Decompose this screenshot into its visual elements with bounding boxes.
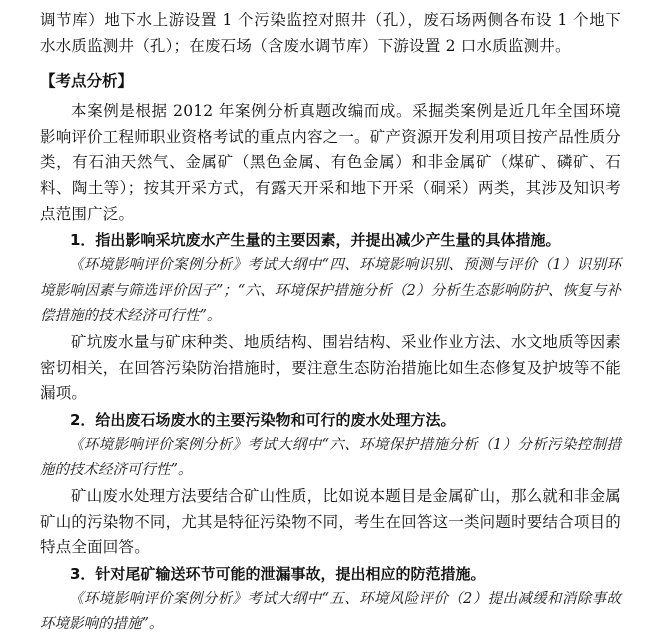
analysis-section-title: 【考点分析】: [40, 72, 134, 91]
point-2-heading: 2．给出废石场废水的主要污染物和可行的废水处理方法。: [70, 410, 456, 429]
point-3-heading: 3．针对尾矿输送环节可能的泄漏事故，提出相应的防范措施。: [70, 564, 486, 583]
point-2-syllabus-quote: 《环境影响评价案例分析》考试大纲中“六、环境保护措施分析（1）分析污染控制措施的技术经济可行性”。: [40, 436, 621, 479]
point-3-syllabus-quote: 《环境影响评价案例分析》考试大纲中“五、环境风险评价（2）提出减缓和消除事故环境影响的措施”。: [40, 590, 621, 633]
intro-paragraph: 调节库）地下水上游设置 1 个污染监控对照井（孔），废石场两侧各布设 1 个地下水水质监测井（孔）；在废石场（含废水调节库）下游设置 2 口水质监测井。: [40, 11, 621, 55]
point-1-syllabus-quote: 《环境影响评价案例分析》考试大纲中“四、环境影响识别、预测与评价（1）识别环境影响因素与筛选评价因子”；“六、环境保护措施分析（2）分析生态影响防护、恢复与补偿措施的技术经济可行性”。: [40, 257, 621, 325]
point-2-answer: 矿山废水处理方法要结合矿山性质，比如说本题目是金属矿山，那么就和非金属矿山的污染物不同，尤其是特征污染物不同，考生在回答这一类问题时要结合项目的特点全面回答。: [40, 486, 621, 557]
analysis-paragraph: 本案例是根据 2012 年案例分析真题改编而成。采掘类案例是近几年全国环境影响评价工程师职业资格考试的重点内容之一。矿产资源开发利用项目按产品性质分类，有石油天然气、金属矿（黑色金属、有色金属）和非金属矿（煤矿、磷矿、石料、陶土等）；按其开采方式，有露天开采和地下开采（硐采）两类，其涉及知识考点范围广泛。: [40, 102, 621, 223]
point-1-heading: 1．指出影响采坑废水产生量的主要因素，并提出减少产生量的具体措施。: [70, 231, 561, 250]
point-1-answer: 矿坑废水量与矿床种类、地质结构、围岩结构、采业作业方法、水文地质等因素密切相关，在回答污染防治措施时，要注意生态防治措施比如生态修复及护坡等不能漏项。: [40, 332, 621, 403]
